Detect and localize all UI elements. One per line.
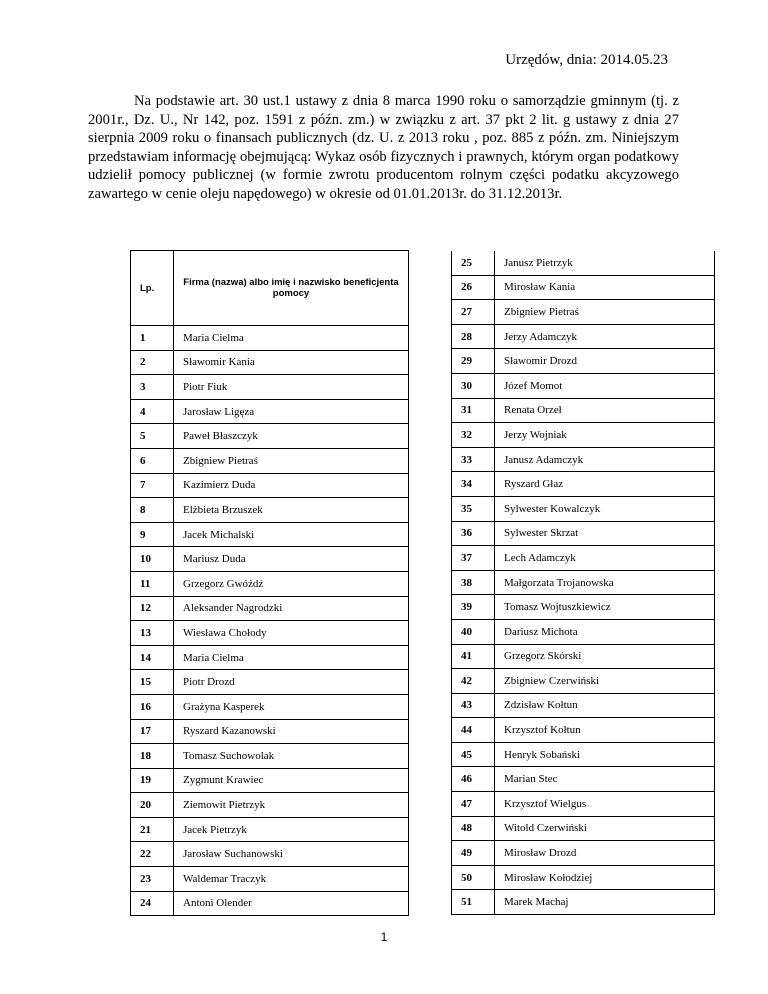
beneficiary-name: Krzysztof Kołtun [495,718,715,743]
row-number: 3 [131,375,174,400]
beneficiary-name: Maria Cielma [174,645,409,670]
row-number: 28 [452,324,495,349]
table-row [131,448,409,473]
beneficiary-name: Jacek Michalski [174,522,409,547]
beneficiary-name: Witold Czerwiński [495,816,715,841]
beneficiary-name: Paweł Błaszczyk [174,424,409,449]
row-number: 29 [452,349,495,374]
row-number: 40 [452,619,495,644]
beneficiary-name: Zdzisław Kołtun [495,693,715,718]
row-number: 6 [131,448,174,473]
beneficiary-name: Tomasz Wojtuszkiewicz [495,595,715,620]
table-row [131,694,409,719]
table-body-right [452,251,715,915]
beneficiary-name: Krzysztof Wielgus [495,792,715,817]
table-row [131,498,409,523]
table-row [131,719,409,744]
table-row [452,816,715,841]
row-number: 44 [452,718,495,743]
beneficiary-name: Marian Stec [495,767,715,792]
row-number: 33 [452,447,495,472]
table-row [131,571,409,596]
table-row [131,867,409,892]
beneficiary-name: Ryszard Kazanowski [174,719,409,744]
beneficiary-name: Zbigniew Pietraś [174,448,409,473]
row-number: 41 [452,644,495,669]
row-number: 25 [452,251,495,276]
beneficiary-name: Jerzy Wojniak [495,423,715,448]
row-number: 21 [131,817,174,842]
table-body-left [131,326,409,916]
row-number: 32 [452,423,495,448]
row-number: 27 [452,300,495,325]
row-number: 51 [452,890,495,915]
beneficiary-name: Renata Orzeł [495,398,715,423]
table-row [131,645,409,670]
table-row [131,399,409,424]
beneficiary-name: Mirosław Kania [495,275,715,300]
table-row [452,644,715,669]
table-row [452,841,715,866]
row-number: 42 [452,669,495,694]
table-row [131,547,409,572]
row-number: 8 [131,498,174,523]
beneficiary-name: Grzegorz Skórski [495,644,715,669]
row-number: 19 [131,768,174,793]
intro-paragraph: Na podstawie art. 30 ust.1 ustawy z dnia 8 marca 1990 roku o samorządzie gminnym (tj. z 2001r., Dz. U., Nr 142, poz. 1591 z późn. zm.) w związku z art. 37 pkt 2 lit. g ustawy z dnia 27 sierpnia 2009 roku o finansach publicznych (dz. U. z 2013 roku , poz. 885 z późn. zm. Niniejszym przedstawiam informację obejmującą: Wykaz osób fizycznych i prawnych, którym organ podatkowy udzielił pomocy publicznej (w formie zwrotu producentom rolnym części podatku akcyzowego zawartego w cenie oleju napędowego) w okresie od 01.01.2013r. do 31.12.2013r. [88,93,679,202]
table-row [452,669,715,694]
beneficiary-name: Piotr Fiuk [174,375,409,400]
row-number: 34 [452,472,495,497]
beneficiary-name: Marek Machaj [495,890,715,915]
row-number: 38 [452,570,495,595]
table-row [452,570,715,595]
beneficiary-name: Mirosław Kołodziej [495,865,715,890]
beneficiary-name: Mariusz Duda [174,547,409,572]
table-row [131,375,409,400]
table-row [131,891,409,916]
table-header-row [131,251,409,326]
beneficiary-name: Ryszard Głaz [495,472,715,497]
beneficiary-name: Józef Momot [495,373,715,398]
table-row [131,473,409,498]
table-row [452,373,715,398]
table-row [452,792,715,817]
row-number: 9 [131,522,174,547]
row-number: 30 [452,373,495,398]
beneficiary-name: Lech Adamczyk [495,546,715,571]
row-number: 37 [452,546,495,571]
row-number: 23 [131,867,174,892]
row-number: 2 [131,350,174,375]
document-date: Urzędów, dnia: 2014.05.23 [505,52,668,68]
table-row [131,596,409,621]
beneficiary-name: Kazimierz Duda [174,473,409,498]
beneficiary-name: Elżbieta Brzuszek [174,498,409,523]
beneficiaries-table-right [451,250,715,915]
beneficiary-name: Grażyna Kasperek [174,694,409,719]
row-number: 5 [131,424,174,449]
row-number: 31 [452,398,495,423]
beneficiary-name: Mirosław Drozd [495,841,715,866]
table-row [452,324,715,349]
beneficiary-name: Jerzy Adamczyk [495,324,715,349]
row-number: 47 [452,792,495,817]
beneficiary-name: Małgorzata Trojanowska [495,570,715,595]
table-row [131,670,409,695]
table-row [131,621,409,646]
row-number: 16 [131,694,174,719]
row-number: 36 [452,521,495,546]
beneficiary-name: Maria Cielma [174,326,409,351]
beneficiary-name: Wiesława Chołody [174,621,409,646]
row-number: 35 [452,496,495,521]
beneficiary-name: Ziemowit Pietrzyk [174,793,409,818]
beneficiary-name: Sławomir Kania [174,350,409,375]
beneficiary-name: Antoni Olender [174,891,409,916]
beneficiary-name: Henryk Sobański [495,742,715,767]
beneficiary-name: Sylwester Kowalczyk [495,496,715,521]
row-number: 45 [452,742,495,767]
table-row [452,300,715,325]
row-number: 22 [131,842,174,867]
beneficiary-name: Zbigniew Czerwiński [495,669,715,694]
table-row [131,522,409,547]
row-number: 1 [131,326,174,351]
table-row [452,472,715,497]
row-number: 15 [131,670,174,695]
table-row [452,767,715,792]
row-number: 24 [131,891,174,916]
table-row [452,718,715,743]
beneficiary-name: Waldemar Traczyk [174,867,409,892]
row-number: 7 [131,473,174,498]
table-row [131,793,409,818]
beneficiary-name: Jarosław Suchanowski [174,842,409,867]
table-row [452,275,715,300]
row-number: 50 [452,865,495,890]
table-row [131,842,409,867]
beneficiary-name: Sławomir Drozd [495,349,715,374]
table-row [452,546,715,571]
table-row [452,742,715,767]
table-right-open-top [451,249,716,251]
table-row [452,349,715,374]
table-row [452,521,715,546]
table-row [452,865,715,890]
row-number: 14 [131,645,174,670]
row-number: 20 [131,793,174,818]
table-row [452,496,715,521]
beneficiary-name: Tomasz Suchowolak [174,744,409,769]
table-row [131,350,409,375]
table-row [131,744,409,769]
table-row [131,817,409,842]
beneficiary-name: Jacek Pietrzyk [174,817,409,842]
row-number: 48 [452,816,495,841]
row-number: 11 [131,571,174,596]
column-header-lp: Lp. [131,251,174,326]
beneficiary-name: Janusz Pietrzyk [495,251,715,276]
beneficiaries-table-left [130,250,409,916]
page-number: 1 [380,930,388,944]
beneficiary-name: Sylwester Skrzat [495,521,715,546]
row-number: 46 [452,767,495,792]
table-row [452,447,715,472]
table-row [131,424,409,449]
row-number: 13 [131,621,174,646]
table-row [452,693,715,718]
row-number: 43 [452,693,495,718]
table-row [131,768,409,793]
row-number: 12 [131,596,174,621]
beneficiary-name: Jarosław Ligęza [174,399,409,424]
table-row [131,326,409,351]
beneficiary-name: Aleksander Nagrodzki [174,596,409,621]
row-number: 49 [452,841,495,866]
column-header-name: Firma (nazwa) albo imię i nazwisko beneficjenta pomocy [174,251,409,326]
beneficiary-name: Janusz Adamczyk [495,447,715,472]
row-number: 17 [131,719,174,744]
table-row [452,595,715,620]
table-row [452,398,715,423]
beneficiary-name: Piotr Drozd [174,670,409,695]
row-number: 26 [452,275,495,300]
row-number: 4 [131,399,174,424]
row-number: 18 [131,744,174,769]
beneficiary-name: Zbigniew Pietraś [495,300,715,325]
table-row [452,619,715,644]
table-row [452,423,715,448]
table-row [452,251,715,276]
row-number: 10 [131,547,174,572]
beneficiary-name: Grzegorz Gwóźdź [174,571,409,596]
beneficiary-name: Zygmunt Krawiec [174,768,409,793]
beneficiary-name: Dariusz Michota [495,619,715,644]
table-row [452,890,715,915]
row-number: 39 [452,595,495,620]
